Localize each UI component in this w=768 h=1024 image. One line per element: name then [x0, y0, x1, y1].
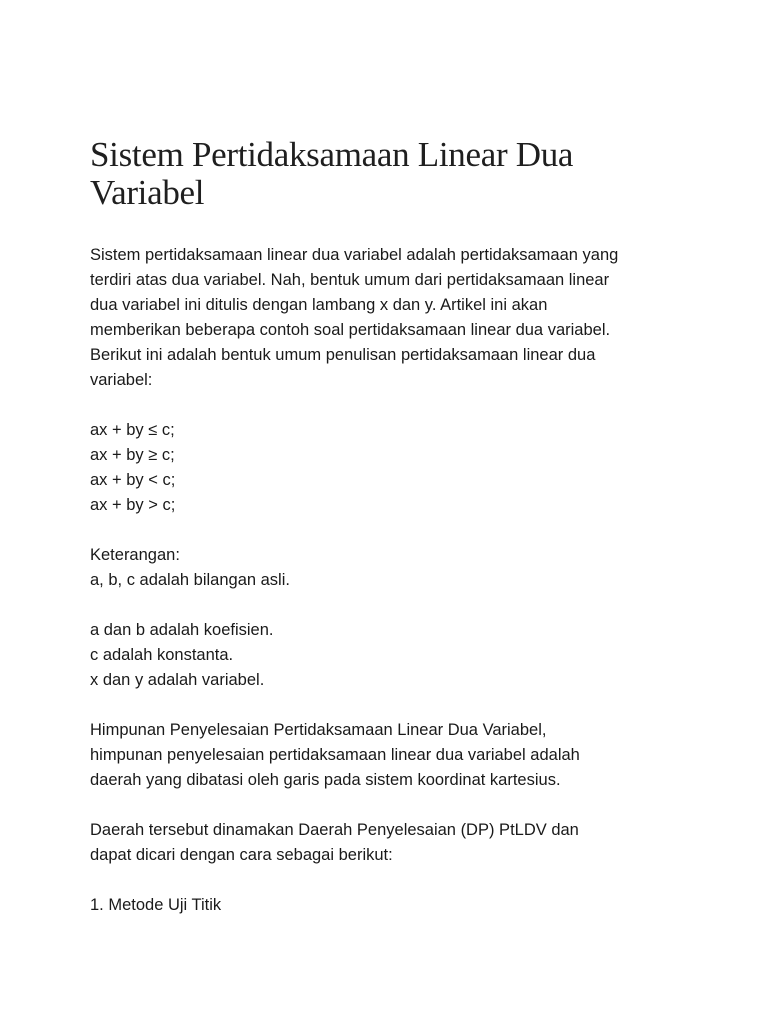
text-line: dapat dicari dengan cara sebagai berikut: — [90, 846, 393, 864]
text-line: himpunan penyelesaian pertidaksamaan linear dua variabel adalah — [90, 746, 580, 764]
text-line: variabel: — [90, 371, 153, 389]
text-line: Sistem pertidaksamaan linear dua variabel adalah pertidaksamaan yang — [90, 246, 619, 264]
document-title — [90, 136, 700, 212]
formula-line: ax + by < c; — [90, 471, 176, 489]
text-line: x dan y adalah variabel. — [90, 671, 265, 689]
text-line: memberikan beberapa contoh soal pertidaksamaan linear dua variabel. — [90, 321, 611, 339]
definitions-paragraph — [90, 618, 700, 693]
text-line: Keterangan: — [90, 546, 180, 564]
text-line: Berikut ini adalah bentuk umum penulisan pertidaksamaan linear dua — [90, 346, 596, 364]
text-line: a dan b adalah koefisien. — [90, 621, 274, 639]
text-line: a, b, c adalah bilangan asli. — [90, 571, 290, 589]
formula-line: ax + by ≤ c; — [90, 421, 175, 439]
text-line: 1. Metode Uji Titik — [90, 896, 222, 914]
formula-line: ax + by > c; — [90, 496, 176, 514]
document-content — [90, 136, 700, 943]
text-line: terdiri atas dua variabel. Nah, bentuk umum dari pertidaksamaan linear — [90, 271, 610, 289]
text-line: daerah yang dibatasi oleh garis pada sistem koordinat kartesius. — [90, 771, 561, 789]
daerah-paragraph — [90, 818, 700, 868]
intro-paragraph — [90, 243, 700, 393]
text-line: dua variabel ini ditulis dengan lambang x dan y. Artikel ini akan — [90, 296, 548, 314]
title-line: Variabel — [90, 173, 205, 212]
general-forms — [90, 418, 700, 518]
title-line: Sistem Pertidaksamaan Linear Dua — [90, 135, 574, 174]
text-line: Himpunan Penyelesaian Pertidaksamaan Linear Dua Variabel, — [90, 721, 547, 739]
text-line: Daerah tersebut dinamakan Daerah Penyelesaian (DP) PtLDV dan — [90, 821, 579, 839]
method-heading — [90, 893, 700, 918]
himpunan-paragraph — [90, 718, 700, 793]
keterangan-paragraph — [90, 543, 700, 593]
formula-line: ax + by ≥ c; — [90, 446, 175, 464]
text-line: c adalah konstanta. — [90, 646, 234, 664]
